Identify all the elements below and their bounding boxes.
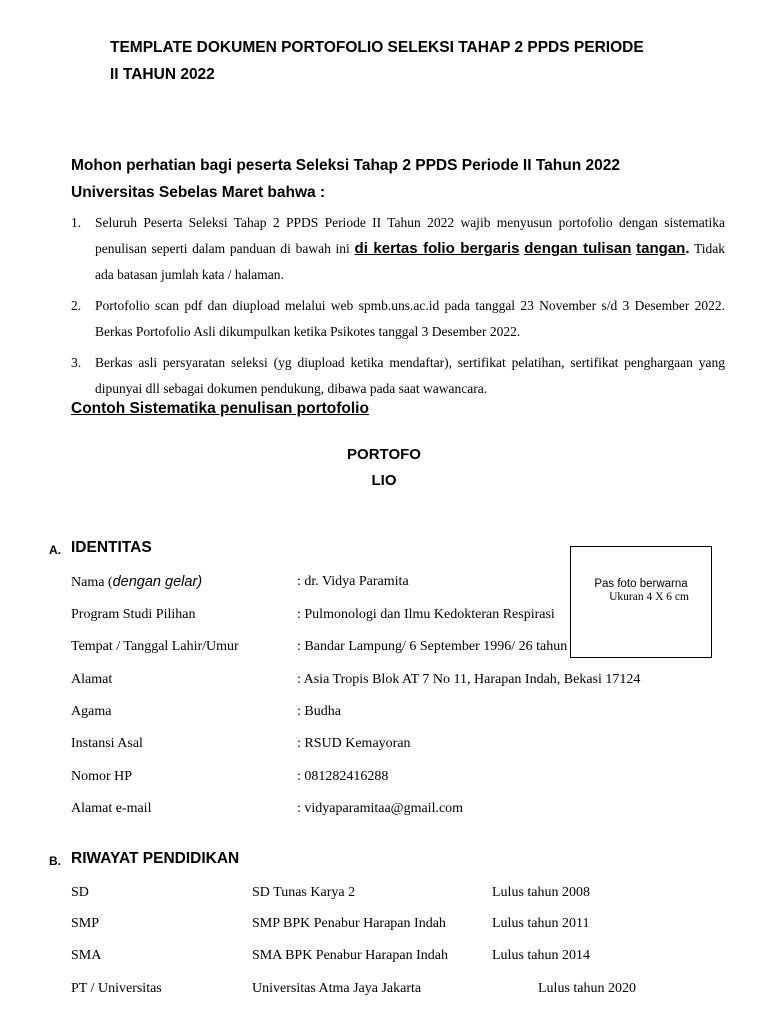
field-label-italic: dengan gelar) <box>112 574 203 590</box>
education-level: SMA <box>71 948 102 963</box>
instruction-number: 2. <box>71 298 82 313</box>
notice-heading <box>71 152 620 206</box>
education-level: SD <box>71 885 89 900</box>
education-level: SMP <box>71 916 100 931</box>
field-value: : Pulmonologi dan Ilmu Kedokteran Respirasi <box>297 607 555 622</box>
instruction-text: Seluruh Peserta Seleksi Tahap 2 PPDS Periode II Tahun 2022 wajib menyusun portofolio dengan sistematika penulisan seperti dalam panduan di bawah ini <box>95 215 725 256</box>
document-title-line2: II TAHUN 2022 <box>110 66 215 83</box>
instruction-text-after: Tidak ada batasan jumlah kata / halaman. <box>95 241 725 282</box>
portfolio-title-line2: LIO <box>371 472 397 489</box>
field-label: Nomor HP <box>71 769 133 784</box>
portfolio-title <box>0 442 768 494</box>
education-school: Universitas Atma Jaya Jakarta <box>252 981 422 996</box>
instruction-item-3 <box>71 350 725 402</box>
photo-placeholder-line2: Ukuran 4 X 6 cm <box>609 591 689 603</box>
education-year: Lulus tahun 2011 <box>492 916 590 931</box>
instruction-highlight-tulisan: dengan tulisan <box>524 240 632 257</box>
field-label: Nama (dengan gelar) <box>71 574 203 590</box>
education-school: SMP BPK Penabur Harapan Indah <box>252 916 446 931</box>
field-label: Alamat <box>71 672 113 687</box>
instruction-highlight-tangan: tangan <box>636 240 686 257</box>
field-value: : Asia Tropis Blok AT 7 No 11, Harapan Indah, Bekasi 17124 <box>297 672 641 687</box>
field-value: : dr. Vidya Paramita <box>297 574 409 589</box>
section-identitas-heading <box>49 539 152 557</box>
section-letter: B. <box>49 854 61 868</box>
field-label: Alamat e-mail <box>71 801 152 816</box>
section-title: IDENTITAS <box>71 539 152 556</box>
education-year: Lulus tahun 2020 <box>538 981 636 996</box>
instruction-number: 1. <box>71 215 82 230</box>
notice-line1: Mohon perhatian bagi peserta Seleksi Tahap 2 PPDS Periode II Tahun 2022 <box>71 157 620 174</box>
field-label: Program Studi Pilihan <box>71 607 196 622</box>
instruction-text: Berkas asli persyaratan seleksi (yg diupload ketika mendaftar), sertifikat pelatihan, sertifikat penghargaan yang dipunyai dll sebagai dokumen pendukung, dibawa pada saat wawancara. <box>95 355 725 396</box>
field-label: Agama <box>71 704 112 719</box>
instruction-item-2 <box>71 293 725 345</box>
field-value: : Budha <box>297 704 341 719</box>
instruction-period: . <box>685 240 690 257</box>
section-title: RIWAYAT PENDIDIKAN <box>71 850 240 867</box>
document-title-line1: TEMPLATE DOKUMEN PORTOFOLIO SELEKSI TAHAP 2 PPDS PERIODE <box>110 39 644 56</box>
section-letter: A. <box>49 543 61 557</box>
instruction-item-1 <box>71 210 725 288</box>
field-label: Instansi Asal <box>71 736 143 751</box>
photo-placeholder-text <box>571 578 711 604</box>
instruction-highlight-folio: di kertas folio bergaris <box>354 240 520 257</box>
education-school: SMA BPK Penabur Harapan Indah <box>252 948 448 963</box>
field-value: : vidyaparamitaa@gmail.com <box>297 801 464 816</box>
field-value: : RSUD Kemayoran <box>297 736 411 751</box>
instruction-text: Portofolio scan pdf dan diupload melalui web spmb.uns.ac.id pada tanggal 23 November s/d 3 Desember 2022. Berkas Portofolio Asli dikumpulkan ketika Psikotes tanggal 3 Desember 2022. <box>95 298 725 339</box>
notice-line2: Universitas Sebelas Maret bahwa : <box>71 184 326 201</box>
field-value: : 081282416288 <box>297 769 389 784</box>
portfolio-title-line1: PORTOFO <box>347 446 421 463</box>
section-pendidikan-heading <box>49 850 240 868</box>
field-label: Tempat / Tanggal Lahir/Umur <box>71 639 239 654</box>
education-year: Lulus tahun 2008 <box>492 885 590 900</box>
instruction-number: 3. <box>71 355 82 370</box>
education-level: PT / Universitas <box>71 981 162 996</box>
education-school: SD Tunas Karya 2 <box>252 885 356 900</box>
document-title <box>110 34 644 88</box>
contoh-heading: Contoh Sistematika penulisan portofolio <box>71 400 369 417</box>
photo-placeholder-box <box>570 546 712 658</box>
field-value: : Bandar Lampung/ 6 September 1996/ 26 tahun <box>297 639 568 654</box>
photo-placeholder-line1: Pas foto berwarna <box>594 578 688 590</box>
instruction-list <box>71 210 725 407</box>
education-year: Lulus tahun 2014 <box>492 948 590 963</box>
